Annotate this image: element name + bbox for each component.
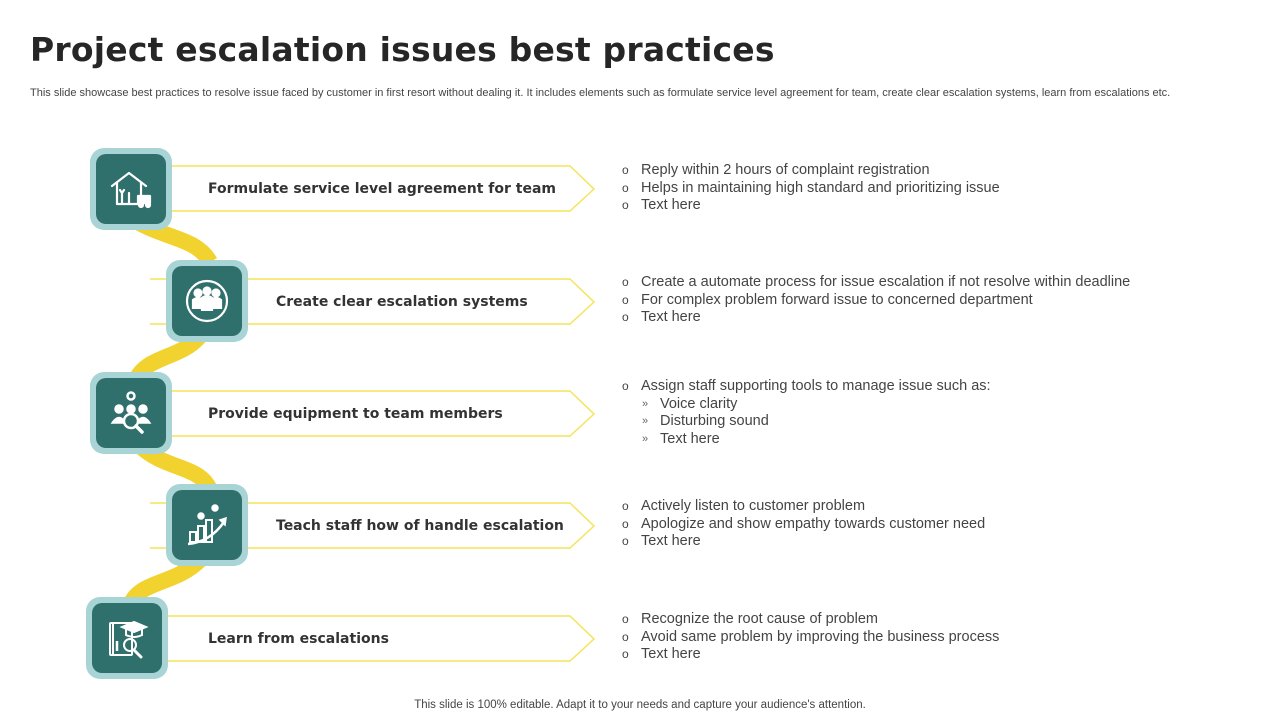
bullet-item: o Avoid same problem by improving the business process bbox=[622, 628, 1000, 645]
step-2-icon-box bbox=[166, 260, 248, 342]
team-search-gear-icon bbox=[108, 390, 154, 436]
page-subtitle: This slide showcase best practices to resolve issue faced by customer in first resort without dealing it. It includes elements such as formulate service level agreement for team, create clear escalation systems, learn from escalations etc. bbox=[30, 87, 1171, 99]
step-4 bbox=[0, 481, 1280, 571]
bullet-item: o For complex problem forward issue to concerned department bbox=[622, 291, 1033, 308]
step-1-label: Formulate service level agreement for team bbox=[208, 181, 556, 197]
step-3 bbox=[0, 369, 1280, 459]
bullet-item: o Helps in maintaining high standard and prioritizing issue bbox=[622, 179, 1000, 196]
step-4-label: Teach staff how of handle escalation bbox=[276, 518, 564, 534]
bullet-item: o Assign staff supporting tools to manage issue such as: bbox=[622, 378, 991, 394]
step-2-bullets bbox=[622, 274, 1130, 327]
bullet-item: o Apologize and show empathy towards customer need bbox=[622, 515, 986, 532]
step-4-icon-box bbox=[166, 484, 248, 566]
team-group-icon bbox=[184, 278, 230, 324]
sub-bullet-item: » Text here bbox=[642, 430, 720, 447]
bullet-item: o Text here bbox=[622, 533, 701, 549]
bullet-item: o Reply within 2 hours of complaint registration bbox=[622, 162, 930, 178]
page-title: Project escalation issues best practices bbox=[30, 30, 775, 69]
step-2-label: Create clear escalation systems bbox=[276, 294, 528, 310]
step-3-icon-box bbox=[90, 372, 172, 454]
step-3-bullets bbox=[622, 378, 991, 448]
step-1-icon-box bbox=[90, 148, 172, 230]
footer-note: This slide is 100% editable. Adapt it to your needs and capture your audience's attention. bbox=[414, 699, 866, 711]
learning-search-icon bbox=[104, 615, 150, 661]
bullet-item: o Text here bbox=[622, 197, 701, 213]
step-1-bullets bbox=[622, 162, 1000, 215]
sub-bullet-item: » Voice clarity bbox=[642, 395, 738, 412]
growth-chart-people-icon bbox=[184, 502, 230, 548]
step-5-icon-box bbox=[86, 597, 168, 679]
step-5-bullets bbox=[622, 611, 999, 664]
step-4-bullets bbox=[622, 498, 985, 551]
bullet-item: o Text here bbox=[622, 646, 701, 662]
sub-bullet-item: » Disturbing sound bbox=[642, 413, 769, 429]
step-5-label: Learn from escalations bbox=[208, 631, 389, 647]
bullet-item: o Text here bbox=[622, 309, 701, 325]
bullet-item: o Create a automate process for issue escalation if not resolve within deadline bbox=[622, 274, 1131, 290]
bullet-item: o Actively listen to customer problem bbox=[622, 498, 866, 514]
bullet-item: o Recognize the root cause of problem bbox=[622, 611, 878, 627]
step-5 bbox=[0, 594, 1280, 684]
step-2 bbox=[0, 257, 1280, 347]
step-3-label: Provide equipment to team members bbox=[208, 406, 503, 422]
warehouse-tools-icon bbox=[108, 166, 154, 212]
step-1 bbox=[0, 144, 1280, 234]
